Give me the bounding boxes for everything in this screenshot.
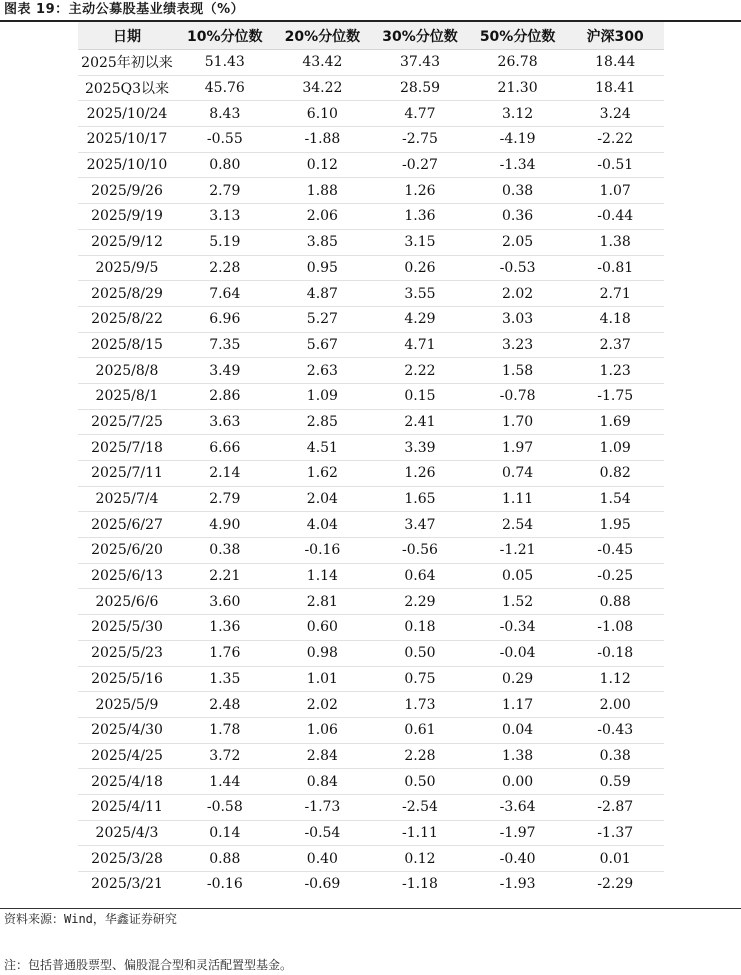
cell-date: 2025/5/30	[78, 615, 176, 641]
cell-p50: -0.53	[469, 255, 567, 281]
cell-p30: 4.77	[371, 101, 469, 127]
cell-p50: 3.23	[469, 332, 567, 358]
cell-p20: 2.04	[274, 486, 372, 512]
cell-csi300: 2.37	[566, 332, 664, 358]
cell-p10: 1.76	[176, 640, 274, 666]
cell-date: 2025/10/24	[78, 101, 176, 127]
cell-p20: -1.88	[274, 127, 372, 153]
cell-p30: 1.26	[371, 461, 469, 487]
cell-p20: 0.84	[274, 769, 372, 795]
cell-p30: 1.36	[371, 204, 469, 230]
cell-date: 2025/5/23	[78, 640, 176, 666]
cell-p50: 0.04	[469, 717, 567, 743]
cell-p20: 43.42	[274, 50, 372, 76]
cell-csi300: -0.51	[566, 152, 664, 178]
cell-p10: -0.16	[206, 876, 243, 893]
cell-p10: 2.79	[176, 178, 274, 204]
cell-p20: 2.84	[274, 743, 372, 769]
header-row	[78, 22, 664, 50]
cell-p10: 7.35	[176, 332, 274, 358]
table-row	[78, 255, 664, 281]
table-row	[78, 512, 664, 538]
cell-csi300: -0.45	[566, 538, 664, 564]
table-row	[78, 50, 664, 76]
cell-csi300: -0.25	[566, 563, 664, 589]
table-row	[78, 538, 664, 564]
cell-date: 2025/5/16	[78, 666, 176, 692]
table-row	[78, 306, 664, 332]
bottom-rule	[0, 908, 741, 909]
cell-p50: 26.78	[469, 50, 567, 76]
cell-p50: 0.38	[469, 178, 567, 204]
cell-p30: -1.18	[402, 876, 438, 893]
cell-csi300: -0.81	[566, 255, 664, 281]
footnote: 注：包括普通股票型、偏股混合型和灵活配置型基金。	[4, 958, 293, 972]
cell-p20: 1.62	[274, 461, 372, 487]
table-row	[78, 872, 664, 897]
cell-csi300: -2.29	[597, 876, 634, 893]
cell-p30: 1.73	[371, 692, 469, 718]
cell-p50: 3.03	[469, 306, 567, 332]
cell-p30: 0.50	[371, 769, 469, 795]
cell-date: 2025/6/27	[78, 512, 176, 538]
cell-p10: 51.43	[176, 50, 274, 76]
cell-p20: 4.04	[274, 512, 372, 538]
cell-p30: 0.64	[371, 563, 469, 589]
cell-date: 2025/9/12	[78, 229, 176, 255]
cell-p30: 1.26	[371, 178, 469, 204]
cell-p50: 3.12	[469, 101, 567, 127]
cell-p10: 1.36	[176, 615, 274, 641]
cell-p50: 0.05	[469, 563, 567, 589]
cell-p50: 0.36	[469, 204, 567, 230]
header-p20: 20%分位数	[274, 22, 372, 50]
cell-p50: -0.78	[469, 383, 567, 409]
cell-csi300: 18.44	[566, 50, 664, 76]
cell-p30: 0.61	[371, 717, 469, 743]
cell-p20: 34.22	[274, 75, 372, 101]
cell-date: 2025年初以来	[78, 50, 176, 76]
cell-csi300: -0.44	[566, 204, 664, 230]
cell-p20: 1.09	[274, 383, 372, 409]
header-csi300: 沪深300	[566, 22, 664, 50]
cell-csi300: 1.69	[566, 409, 664, 435]
cell-p10: 0.38	[176, 538, 274, 564]
cell-csi300: 3.24	[566, 101, 664, 127]
cell-p50: 1.38	[469, 743, 567, 769]
cell-p50: -0.34	[469, 615, 567, 641]
cell-p20: 2.63	[274, 358, 372, 384]
cell-date: 2025/4/3	[78, 820, 176, 846]
cell-p50: -1.97	[469, 820, 567, 846]
cell-p30: 3.55	[371, 281, 469, 307]
cell-p30: 4.71	[371, 332, 469, 358]
cell-p10: -0.58	[176, 794, 274, 820]
cell-date: 2025/7/25	[78, 409, 176, 435]
cell-p10: 2.86	[176, 383, 274, 409]
cell-date: 2025/3/21	[91, 876, 163, 893]
cell-csi300: -1.08	[566, 615, 664, 641]
cell-csi300: 1.12	[566, 666, 664, 692]
cell-p20: 5.67	[274, 332, 372, 358]
cell-p10: -0.55	[176, 127, 274, 153]
cell-p10: 5.19	[176, 229, 274, 255]
table-row	[78, 332, 664, 358]
cell-csi300: 0.82	[566, 461, 664, 487]
cell-date: 2025/6/20	[78, 538, 176, 564]
cell-csi300: 4.18	[566, 306, 664, 332]
cell-p10: 1.44	[176, 769, 274, 795]
cell-p50: 2.05	[469, 229, 567, 255]
cell-date: 2025/10/10	[78, 152, 176, 178]
cell-csi300: 0.01	[566, 846, 664, 872]
cell-p30: 0.15	[371, 383, 469, 409]
cell-p10: 3.49	[176, 358, 274, 384]
table-row	[78, 640, 664, 666]
cell-date: 2025/3/28	[78, 846, 176, 872]
cell-p50: -1.34	[469, 152, 567, 178]
cell-p30: 3.15	[371, 229, 469, 255]
cell-date: 2025/8/22	[78, 306, 176, 332]
cell-p20: 2.81	[274, 589, 372, 615]
cell-p10: 0.80	[176, 152, 274, 178]
cell-p10: 0.88	[176, 846, 274, 872]
cell-p10: 2.21	[176, 563, 274, 589]
table-row	[78, 204, 664, 230]
table-row	[78, 75, 664, 101]
cell-date: 2025/7/18	[78, 435, 176, 461]
cell-p50: 0.00	[469, 769, 567, 795]
cell-p20: 2.85	[274, 409, 372, 435]
table-row	[78, 281, 664, 307]
table-row	[78, 435, 664, 461]
cell-csi300: -1.75	[566, 383, 664, 409]
table-row	[78, 461, 664, 487]
cell-date: 2025/7/11	[78, 461, 176, 487]
cell-p30: 4.29	[371, 306, 469, 332]
cell-p50: 2.54	[469, 512, 567, 538]
cell-p30: -2.54	[371, 794, 469, 820]
cell-p10: 6.66	[176, 435, 274, 461]
cell-p20: 2.02	[274, 692, 372, 718]
cell-p50: -1.93	[499, 876, 536, 893]
cell-p20: 0.12	[274, 152, 372, 178]
cell-p10: 2.14	[176, 461, 274, 487]
table-row	[78, 383, 664, 409]
cell-p30: 28.59	[371, 75, 469, 101]
table-row	[78, 846, 664, 872]
cell-date: 2025/4/18	[78, 769, 176, 795]
cell-date: 2025/9/19	[78, 204, 176, 230]
table-row	[78, 794, 664, 820]
cell-date: 2025/8/8	[78, 358, 176, 384]
cell-date: 2025/9/5	[78, 255, 176, 281]
cell-p30: 2.22	[371, 358, 469, 384]
table-row	[78, 229, 664, 255]
cell-p50: -1.21	[469, 538, 567, 564]
cell-csi300: 0.88	[566, 589, 664, 615]
cell-p50: 1.52	[469, 589, 567, 615]
table-row	[78, 152, 664, 178]
cell-p30: 2.29	[371, 589, 469, 615]
cell-p30: 3.47	[371, 512, 469, 538]
cell-csi300: 1.38	[566, 229, 664, 255]
cell-p50: 2.02	[469, 281, 567, 307]
cell-p50: 0.74	[469, 461, 567, 487]
table-row	[78, 769, 664, 795]
cell-p50: 1.58	[469, 358, 567, 384]
cell-p10: 2.48	[176, 692, 274, 718]
cell-csi300: 0.59	[566, 769, 664, 795]
cell-p30: 0.12	[371, 846, 469, 872]
cell-p20: 2.06	[274, 204, 372, 230]
cell-csi300: 1.07	[566, 178, 664, 204]
cell-p20: 1.06	[274, 717, 372, 743]
table-row	[78, 743, 664, 769]
table-row	[78, 486, 664, 512]
cell-p20: -0.54	[274, 820, 372, 846]
header-date: 日期	[78, 22, 176, 50]
cell-date: 2025/8/15	[78, 332, 176, 358]
cell-csi300: 1.95	[566, 512, 664, 538]
cell-csi300: -2.87	[566, 794, 664, 820]
cell-p50: -3.64	[469, 794, 567, 820]
cell-p50: -0.04	[469, 640, 567, 666]
cell-csi300: 18.41	[566, 75, 664, 101]
cell-date: 2025/4/11	[78, 794, 176, 820]
cell-p20: 4.51	[274, 435, 372, 461]
cell-p20: 6.10	[274, 101, 372, 127]
table-row	[78, 127, 664, 153]
cell-p10: 4.90	[176, 512, 274, 538]
cell-p10: 2.79	[176, 486, 274, 512]
cell-csi300: 1.09	[566, 435, 664, 461]
cell-p30: 0.26	[371, 255, 469, 281]
cell-date: 2025/7/4	[78, 486, 176, 512]
cell-p20: 1.14	[274, 563, 372, 589]
cell-csi300: -0.18	[566, 640, 664, 666]
cell-p50: 1.17	[469, 692, 567, 718]
table-row	[78, 358, 664, 384]
cell-date: 2025/6/13	[78, 563, 176, 589]
cell-p30: 0.18	[371, 615, 469, 641]
cell-p50: 1.70	[469, 409, 567, 435]
cell-csi300: 0.38	[566, 743, 664, 769]
table-header	[78, 22, 664, 50]
cell-date: 2025/8/29	[78, 281, 176, 307]
cell-p30: 3.39	[371, 435, 469, 461]
cell-p30: 0.50	[371, 640, 469, 666]
cell-p50: 1.97	[469, 435, 567, 461]
cell-p20: 1.88	[274, 178, 372, 204]
cell-p20: 0.98	[274, 640, 372, 666]
cell-csi300: 2.00	[566, 692, 664, 718]
cell-p10: 1.78	[176, 717, 274, 743]
cell-csi300: 1.23	[566, 358, 664, 384]
table-row	[78, 615, 664, 641]
cell-date: 2025/4/25	[78, 743, 176, 769]
cell-p10: 3.72	[176, 743, 274, 769]
cell-date: 2025/8/1	[78, 383, 176, 409]
cell-p10: 1.35	[176, 666, 274, 692]
cell-p50: 1.11	[469, 486, 567, 512]
header-p10: 10%分位数	[176, 22, 274, 50]
cell-p50: 0.29	[469, 666, 567, 692]
cell-p10: 3.63	[176, 409, 274, 435]
header-p30: 30%分位数	[371, 22, 469, 50]
cell-date: 2025/10/17	[78, 127, 176, 153]
cell-csi300: -0.43	[566, 717, 664, 743]
table-row	[78, 666, 664, 692]
cell-p30: -2.75	[371, 127, 469, 153]
table-row	[78, 820, 664, 846]
cell-p20: -1.73	[274, 794, 372, 820]
cell-p50: 21.30	[469, 75, 567, 101]
cell-date: 2025/4/30	[78, 717, 176, 743]
cell-p50: -0.40	[469, 846, 567, 872]
cell-p30: -1.11	[371, 820, 469, 846]
source-note: 资料来源：Wind，华鑫证券研究	[4, 912, 177, 926]
cell-p10: 7.64	[176, 281, 274, 307]
cell-csi300: 1.54	[566, 486, 664, 512]
table-row	[78, 409, 664, 435]
table-row	[78, 178, 664, 204]
cell-p30: 2.28	[371, 743, 469, 769]
cell-p20: 0.40	[274, 846, 372, 872]
table-row	[78, 101, 664, 127]
cell-p10: 3.60	[176, 589, 274, 615]
cell-p30: -0.27	[371, 152, 469, 178]
cell-p20: 4.87	[274, 281, 372, 307]
cell-p20: -0.16	[274, 538, 372, 564]
cell-p20: 3.85	[274, 229, 372, 255]
header-p50: 50%分位数	[469, 22, 567, 50]
figure-title: 图表 19：主动公募股基业绩表现（%）	[4, 2, 245, 17]
cell-p20: -0.69	[304, 876, 341, 893]
table-row	[78, 589, 664, 615]
cell-p30: 0.75	[371, 666, 469, 692]
cell-p50: -4.19	[469, 127, 567, 153]
cell-csi300: 2.71	[566, 281, 664, 307]
table-body	[78, 50, 664, 897]
cell-csi300: -1.37	[566, 820, 664, 846]
cell-p30: 2.41	[371, 409, 469, 435]
performance-table	[78, 22, 664, 897]
cell-p20: 0.95	[274, 255, 372, 281]
cell-p20: 1.01	[274, 666, 372, 692]
table-row	[78, 717, 664, 743]
cell-p30: 37.43	[371, 50, 469, 76]
cell-csi300: -2.22	[566, 127, 664, 153]
cell-p10: 2.28	[176, 255, 274, 281]
cell-p30: 1.65	[371, 486, 469, 512]
cell-p10: 45.76	[176, 75, 274, 101]
table-row	[78, 692, 664, 718]
cell-date: 2025/9/26	[78, 178, 176, 204]
cell-p10: 8.43	[176, 101, 274, 127]
cell-p10: 0.14	[176, 820, 274, 846]
cell-p30: -0.56	[371, 538, 469, 564]
cell-p20: 5.27	[274, 306, 372, 332]
cell-p10: 3.13	[176, 204, 274, 230]
cell-date: 2025Q3以来	[78, 75, 176, 101]
cell-date: 2025/5/9	[78, 692, 176, 718]
cell-date: 2025/6/6	[78, 589, 176, 615]
table-row	[78, 563, 664, 589]
cell-p10: 6.96	[176, 306, 274, 332]
cell-p20: 0.60	[274, 615, 372, 641]
